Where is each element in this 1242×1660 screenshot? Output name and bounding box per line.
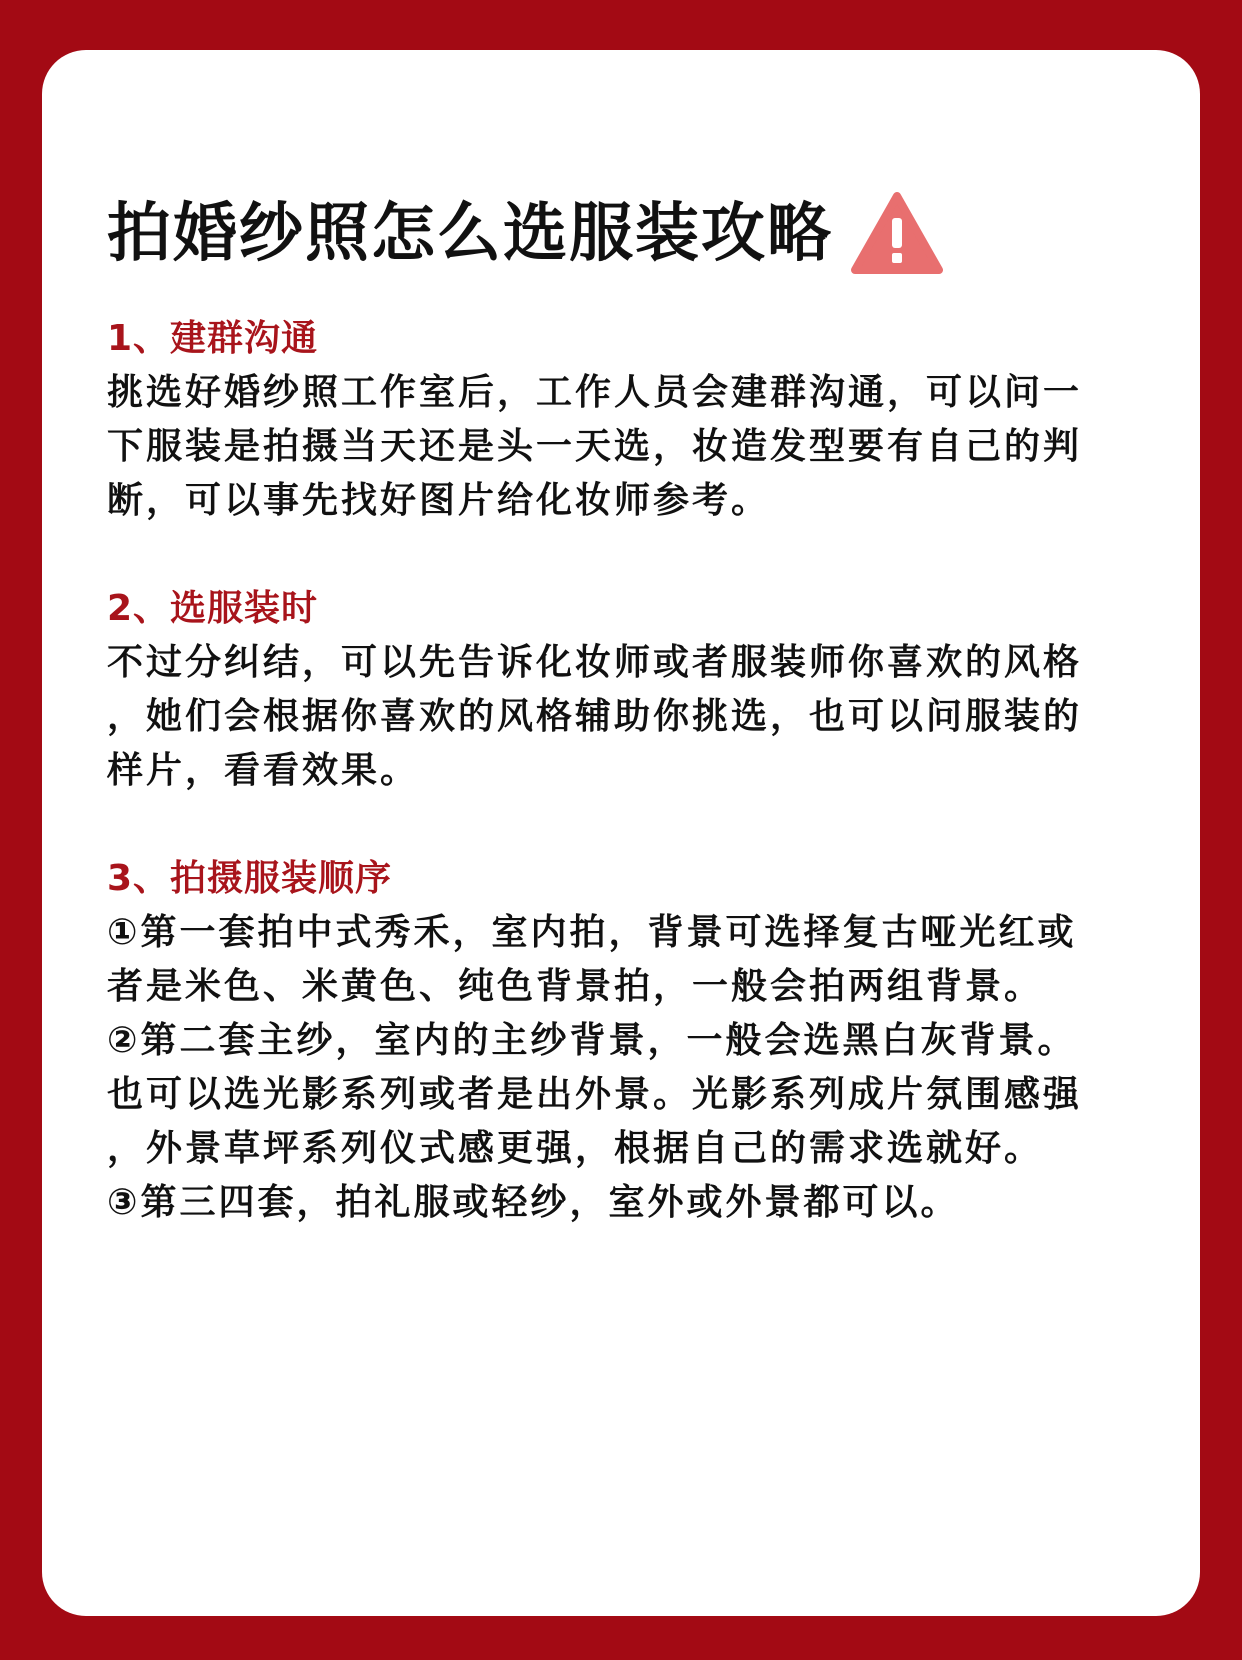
- body-line: 者是米色、米黄色、纯色背景拍，一般会拍两组背景。: [107, 966, 1044, 1007]
- body-line: ，她们会根据你喜欢的风格辅助你挑选，也可以问服装的: [107, 696, 1083, 737]
- body-line: 样片，看看效果。: [107, 750, 420, 791]
- section-body: [107, 636, 1167, 798]
- title-row: [107, 190, 945, 278]
- body-line: 下服装是拍摄当天还是头一天选，妆造发型要有自己的判: [107, 426, 1083, 467]
- body-line: 不过分纠结，可以先告诉化妆师或者服装师你喜欢的风格: [107, 642, 1083, 683]
- body-line: 挑选好婚纱照工作室后，工作人员会建群沟通，可以问一: [107, 372, 1083, 413]
- body-line: ③第三四套，拍礼服或轻纱，室外或外景都可以。: [107, 1182, 960, 1223]
- section-body: [107, 906, 1167, 1230]
- page-title: 拍婚纱照怎么选服装攻略: [107, 197, 833, 271]
- section-heading: 1、建群沟通: [107, 318, 319, 359]
- section-body: [107, 366, 1167, 528]
- body-line: ①第一套拍中式秀禾，室内拍，背景可选择复古哑光红或: [107, 912, 1077, 953]
- section-heading: 2、选服装时: [107, 588, 319, 629]
- body-line: ，外景草坪系列仪式感更强，根据自己的需求选就好。: [107, 1128, 1044, 1169]
- section-heading: 3、拍摄服装顺序: [107, 858, 393, 899]
- body-line: 断，可以事先找好图片给化妆师参考。: [107, 480, 771, 521]
- warning-triangle-icon: [849, 190, 945, 278]
- content-card: [42, 50, 1200, 1616]
- body-line: 也可以选光影系列或者是出外景。光影系列成片氛围感强: [107, 1074, 1083, 1115]
- section-3: [107, 852, 1167, 1230]
- section-1: [107, 312, 1167, 528]
- section-2: [107, 582, 1167, 798]
- body-line: ②第二套主纱，室内的主纱背景，一般会选黑白灰背景。: [107, 1020, 1077, 1061]
